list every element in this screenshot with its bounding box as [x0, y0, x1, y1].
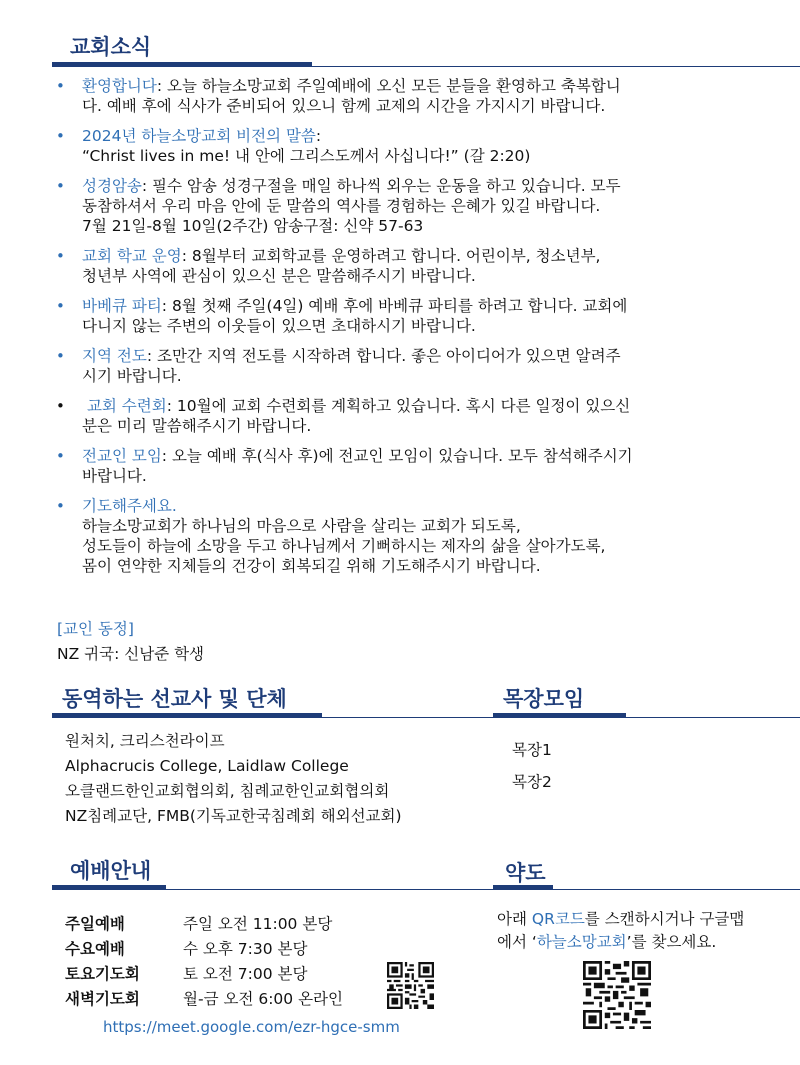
- map-text: 를 스캔하시거나 구글맵: [584, 910, 745, 928]
- map-text: 아래: [497, 910, 532, 928]
- service-name: 토요기도회: [65, 965, 140, 983]
- news-heading-rule: [52, 66, 800, 67]
- news-item-text: : 조만간 지역 전도를 시작하려 합니다. 좋은 아이디어가 있으면 알려주: [146, 347, 621, 365]
- map-qr-code-icon: [583, 961, 651, 1029]
- group-item: 목장2: [512, 773, 552, 791]
- news-item-label: 교회 학교 운영: [82, 247, 182, 265]
- bullet-icon: •: [56, 77, 65, 95]
- map-text: 에서 ‘: [497, 933, 537, 951]
- bullet-icon: •: [56, 247, 65, 265]
- news-item-text: : 8월 첫째 주일(4일) 예배 후에 바베큐 파티를 하려고 합니다. 교회에: [161, 297, 628, 315]
- news-item-line: 바랍니다.: [82, 467, 147, 485]
- members-text: NZ 귀국: 신남준 학생: [57, 645, 205, 663]
- news-item-text: : 8월부터 교회학교를 운영하려고 합니다. 어린이부, 청소년부,: [181, 247, 601, 265]
- news-item-line: 몸이 연약한 지체들의 건강이 회복되길 위해 기도해주시기 바랍니다.: [82, 557, 541, 575]
- news-item: [52, 126, 772, 166]
- map-text-line1: [497, 909, 744, 929]
- worship-heading: 예배안내: [70, 859, 152, 883]
- service-row: [65, 962, 307, 984]
- members-label: [교인 동정]: [57, 620, 134, 638]
- service-row: [65, 937, 307, 959]
- map-heading: 약도: [505, 861, 546, 885]
- news-item-line: 7월 21일-8월 10일(2주간) 암송구절: 신약 57-63: [82, 217, 424, 235]
- news-item-line: 성도들이 하늘에 소망을 두고 하나님께서 기뻐하시는 제자의 삶을 살아가도록,: [82, 537, 606, 555]
- news-item: [52, 76, 772, 116]
- news-item-label: 2024년 하늘소망교회 비전의 말씀: [82, 127, 316, 145]
- bullet-icon: •: [56, 177, 65, 195]
- news-item-line: 시기 바랍니다.: [82, 367, 182, 385]
- service-time: 월-금 오전 6:00 온라인: [183, 990, 343, 1008]
- news-item: [52, 496, 772, 576]
- news-item-text: : 오늘 예배 후(식사 후)에 전교인 모임이 있습니다. 모두 참석해주시기: [161, 447, 633, 465]
- bullet-icon: •: [56, 397, 65, 415]
- service-name: 수요예배: [65, 940, 125, 958]
- news-item-line: 다. 예배 후에 식사가 준비되어 있으니 함께 교제의 시간을 가지시기 바랍니다.: [82, 97, 606, 115]
- news-item-label: 바베큐 파티: [82, 297, 162, 315]
- news-item: [52, 176, 772, 236]
- bullet-icon: •: [56, 347, 65, 365]
- bullet-icon: •: [56, 497, 65, 515]
- bullet-icon: •: [56, 297, 65, 315]
- bullet-icon: •: [56, 127, 65, 145]
- service-time: 주일 오전 11:00 본당: [183, 915, 333, 933]
- news-item: [52, 396, 772, 436]
- news-item-line: 다니지 않는 주변의 이웃들이 있으면 초대하시기 바랍니다.: [82, 317, 476, 335]
- qr-code-term: QR코드: [531, 910, 585, 928]
- news-list: [52, 76, 772, 586]
- news-item-text: :: [315, 127, 322, 145]
- news-item-label: 지역 전도: [82, 347, 147, 365]
- news-item-line: 동참하셔서 우리 마음 안에 둔 말씀의 역사를 경험하는 은혜가 있길 바랍니다.: [82, 197, 601, 215]
- news-item-line: “Christ lives in me! 내 안에 그리스도께서 사십니다!” (갈 2:20): [82, 147, 531, 165]
- news-item: [52, 246, 772, 286]
- news-item: [52, 446, 772, 486]
- news-item-text: : 필수 암송 성경구절을 매일 하나씩 외우는 운동을 하고 있습니다. 모두: [141, 177, 621, 195]
- news-item-text: : 10월에 교회 수련회를 계획하고 있습니다. 혹시 다른 일정이 있으신: [166, 397, 631, 415]
- bullet-icon: •: [56, 447, 65, 465]
- groups-heading: 목장모임: [503, 687, 585, 711]
- map-text: ’를 찾으세요.: [626, 933, 717, 951]
- worship-rule: [52, 889, 800, 890]
- service-row: [65, 987, 343, 1009]
- online-qr-code-icon: [387, 962, 434, 1009]
- missions-rule: [52, 717, 800, 718]
- news-item-line: 청년부 사역에 관심이 있으신 분은 말씀해주시기 바랍니다.: [82, 267, 476, 285]
- service-name: 주일예배: [65, 915, 125, 933]
- news-item: [52, 296, 772, 336]
- missions-heading: 동역하는 선교사 및 단체: [62, 687, 287, 711]
- group-item: 목장1: [512, 741, 552, 759]
- service-time: 수 오후 7:30 본당: [183, 940, 308, 958]
- news-item-label: 기도해주세요.: [82, 497, 177, 515]
- news-item-line: 분은 미리 말씀해주시기 바랍니다.: [82, 417, 312, 435]
- news-item-text: : 오늘 하늘소망교회 주일예배에 오신 모든 분들을 환영하고 축복합니: [156, 77, 621, 95]
- news-item-label: 성경암송: [82, 177, 142, 195]
- map-text-line2: [497, 932, 716, 952]
- missions-line: Alphacrucis College, Laidlaw College: [65, 757, 349, 775]
- missions-line: 오클랜드한인교회협의회, 침례교한인교회협의회: [65, 782, 390, 800]
- news-item-label: 전교인 모임: [82, 447, 162, 465]
- groups-list: [512, 734, 552, 798]
- missions-list: [65, 729, 402, 829]
- news-item: [52, 346, 772, 386]
- news-item-line: 하늘소망교회가 하나님의 마음으로 사람을 살리는 교회가 되도록,: [82, 517, 521, 535]
- service-name: 새벽기도회: [65, 990, 140, 1008]
- service-row: [65, 912, 332, 934]
- missions-line: NZ침례교단, FMB(기독교한국침례회 해외선교회): [65, 807, 402, 825]
- service-time: 토 오전 7:00 본당: [183, 965, 308, 983]
- news-item-label: 교회 수련회: [86, 397, 167, 415]
- news-heading: 교회소식: [70, 35, 152, 59]
- online-meeting-link[interactable]: https://meet.google.com/ezr-hgce-smm: [103, 1018, 400, 1036]
- church-name: 하늘소망교회: [536, 933, 627, 951]
- news-item-label: 환영합니다: [82, 77, 157, 95]
- missions-line: 원처치, 크리스천라이프: [65, 732, 225, 750]
